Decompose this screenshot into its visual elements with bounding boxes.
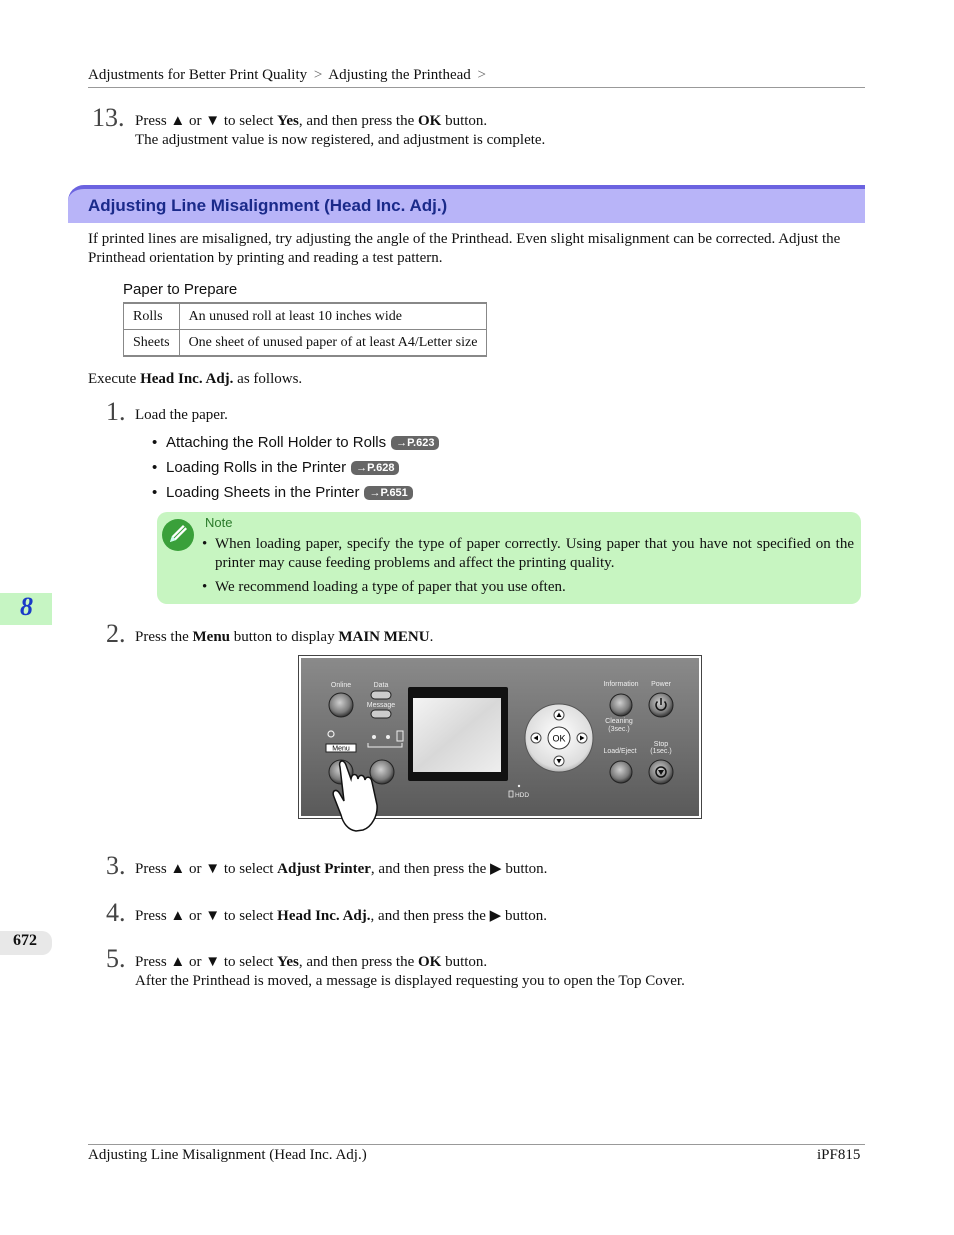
information-label: Information [603, 681, 639, 688]
table-row [124, 303, 487, 330]
execute-line: Execute Head Inc. Adj. as follows. [88, 371, 303, 387]
breadcrumb-separator: > [477, 67, 487, 83]
load-eject-label: Load/Eject [603, 748, 637, 755]
note-label: Note [205, 515, 233, 530]
cleaning-time-label: (3sec.) [608, 726, 630, 733]
data-label: Data [373, 682, 389, 689]
footer-rule [88, 1144, 865, 1145]
step-5-result: After the Printhead is moved, a message is displayed requesting you to open the Top Cover. [135, 973, 685, 989]
step-5-text: Press ▲ or ▼ to select Yes, and then press the OK button. After the Printhead is moved, a message is displayed requesting you to open the Top Cover. [135, 954, 685, 989]
step-number-2: 2. [106, 619, 126, 648]
indicator-lamp [386, 735, 390, 739]
list-item: • Loading Sheets in the Printer →P.651 [152, 484, 413, 501]
header-rule [88, 87, 865, 88]
footer-model-name: iPF815 [817, 1147, 861, 1163]
breadcrumb-link-adjustments[interactable]: Adjustments for Better Print Quality [88, 67, 308, 83]
step-1-text: Load the paper. [135, 407, 228, 423]
step-number-3: 3. [106, 851, 126, 880]
list-item: • Attaching the Roll Holder to Rolls →P.623 [152, 434, 439, 451]
step-4-text: Press ▲ or ▼ to select Head Inc. Adj., and then press the ▶ button. [135, 908, 548, 924]
message-label: Message [366, 702, 396, 709]
online-button[interactable] [329, 693, 353, 717]
page-ref-badge[interactable]: →P.623 [391, 436, 439, 450]
right-button[interactable] [370, 760, 394, 784]
power-label: Power [651, 681, 671, 688]
table-cell-desc: One sheet of unused paper of at least A4/Letter size [179, 330, 487, 357]
stop-label: Stop [653, 741, 669, 748]
ok-label: OK [552, 733, 566, 744]
note-item: • We recommend loading a type of paper that you use often. [202, 579, 566, 595]
hdd-label: HDD [514, 792, 530, 799]
page-ref-badge[interactable]: →P.651 [364, 486, 412, 500]
step-number-13: 13. [92, 103, 125, 132]
step-2-text: Press the Menu button to display MAIN MENU. [135, 629, 434, 645]
list-item: • Loading Rolls in the Printer →P.628 [152, 459, 399, 476]
link-loading-rolls[interactable]: Loading Rolls in the Printer [166, 459, 347, 476]
step-number-1: 1. [106, 397, 126, 426]
section-title: Adjusting Line Misalignment (Head Inc. Adj.) [88, 196, 448, 215]
stop-time-label: (1sec.) [650, 748, 672, 755]
table-cell-type: Sheets [124, 330, 180, 357]
table-row [124, 330, 487, 357]
paper-table-caption: Paper to Prepare [123, 281, 238, 298]
cleaning-label: Cleaning [605, 718, 633, 725]
intro-paragraph: If printed lines are misaligned, try adjusting the angle of the Printhead. Even slight misalignment can be corrected. Adjust the Printhead orientation by printing and reading a test pattern. [88, 231, 841, 266]
paper-table [123, 302, 487, 357]
link-attaching-roll-holder[interactable]: Attaching the Roll Holder to Rolls [166, 434, 387, 451]
link-loading-sheets[interactable]: Loading Sheets in the Printer [166, 484, 360, 501]
data-lamp [371, 691, 391, 699]
breadcrumb-separator: > [313, 67, 323, 83]
breadcrumb [88, 67, 489, 84]
breadcrumb-link-printhead[interactable]: Adjusting the Printhead [328, 67, 471, 83]
operation-panel-illustration [298, 655, 702, 833]
footer-section-title: Adjusting Line Misalignment (Head Inc. Adj.) [88, 1147, 367, 1163]
load-eject-button[interactable] [610, 761, 632, 783]
step-13-result: The adjustment value is now registered, and adjustment is complete. [135, 132, 546, 148]
indicator-lamp [372, 735, 376, 739]
table-cell-type: Rolls [124, 303, 180, 330]
note-item: • When loading paper, specify the type of paper correctly. Using paper that you have not specified on the printer may cause feeding problems and affect the printing quality. [202, 536, 854, 571]
step-number-4: 4. [106, 898, 126, 927]
chapter-number: 8 [20, 592, 33, 621]
step-number-5: 5. [106, 944, 126, 973]
information-button[interactable] [610, 694, 632, 716]
menu-label: Menu [332, 745, 350, 753]
page-number: 672 [13, 932, 37, 949]
lcd-screen [413, 698, 501, 772]
step-13-text: Press ▲ or ▼ to select Yes, and then press the OK button. The adjustment value is now registered, and adjustment is complete. [135, 113, 546, 148]
page-ref-badge[interactable]: →P.628 [351, 461, 399, 475]
pencil-note-icon [161, 518, 195, 552]
table-cell-desc: An unused roll at least 10 inches wide [179, 303, 487, 330]
step-3-text: Press ▲ or ▼ to select Adjust Printer, and then press the ▶ button. [135, 861, 548, 877]
online-label: Online [330, 682, 352, 689]
message-lamp [371, 710, 391, 718]
